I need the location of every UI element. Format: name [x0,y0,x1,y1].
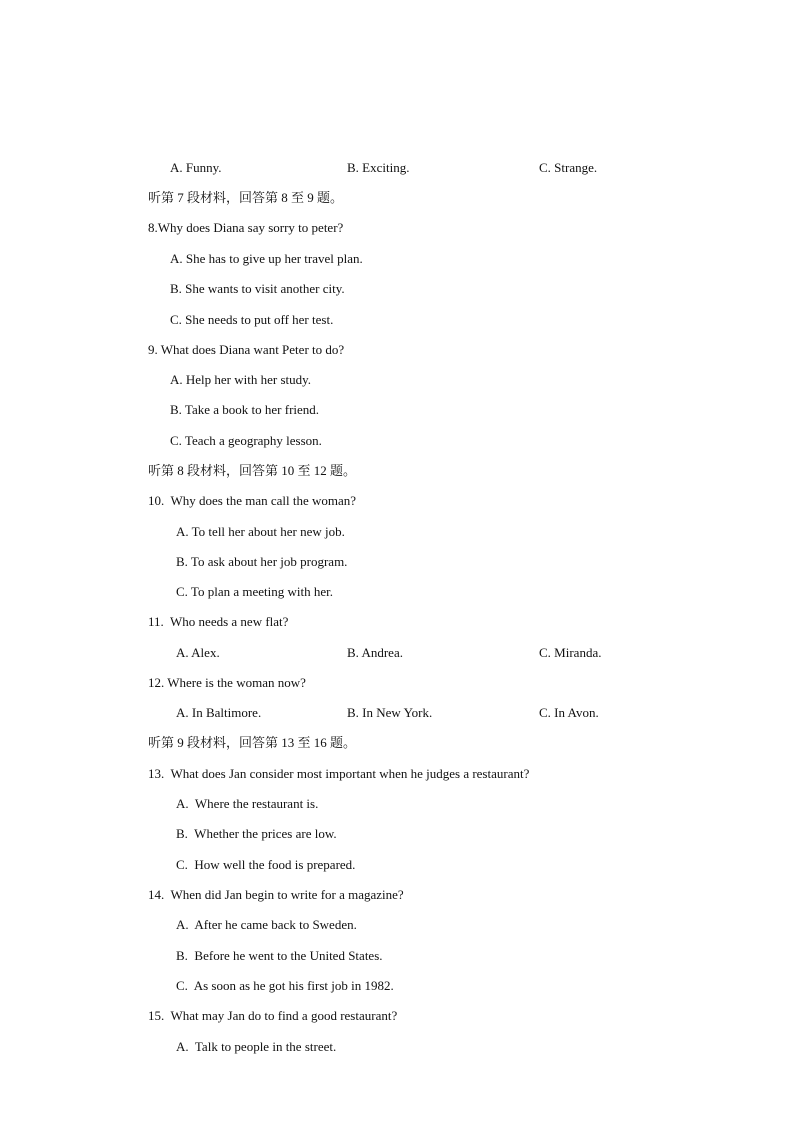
q10-option-b: B. To ask about her job program. [176,554,348,569]
q13-option-c: C. How well the food is prepared. [176,857,356,872]
q7-option-c: C. Strange. [539,160,598,175]
section8-intro: 听第 8 段材料，回答第 10 至 12 题。 [148,463,357,478]
q14-stem: 14. When did Jan begin to write for a magazine? [148,887,404,902]
q13-option-b: B. Whether the prices are low. [176,826,337,841]
section9-intro: 听第 9 段材料，回答第 13 至 16 题。 [148,735,357,750]
q8-option-b: B. She wants to visit another city. [170,281,345,296]
q8-stem: 8.Why does Diana say sorry to peter? [148,220,344,235]
q10-option-c: C. To plan a meeting with her. [176,584,333,599]
section7-intro: 听第 7 段材料，回答第 8 至 9 题。 [148,190,344,205]
q10-stem: 10. Why does the man call the woman? [148,493,357,508]
q12-stem: 12. Where is the woman now? [148,675,306,690]
q11-stem: 11. Who needs a new flat? [148,614,289,629]
q13-stem: 13. What does Jan consider most important when he judges a restaurant? [148,766,530,781]
q11-option-b: B. Andrea. [347,645,403,660]
q9-option-a: A. Help her with her study. [170,372,312,387]
q7-option-a: A. Funny. [170,160,222,175]
q10-option-a: A. To tell her about her new job. [176,524,345,539]
q12-option-a: A. In Baltimore. [176,705,262,720]
q13-option-a: A. Where the restaurant is. [176,796,319,811]
q12-option-b: B. In New York. [347,705,433,720]
q11-option-c: C. Miranda. [539,645,602,660]
q8-option-a: A. She has to give up her travel plan. [170,251,363,266]
q9-stem: 9. What does Diana want Peter to do? [148,342,345,357]
q7-option-b: B. Exciting. [347,160,410,175]
q14-option-c: C. As soon as he got his first job in 1982. [176,978,394,993]
q11-option-a: A. Alex. [176,645,220,660]
q9-option-b: B. Take a book to her friend. [170,402,320,417]
q12-option-c: C. In Avon. [539,705,599,720]
q15-option-a: A. Talk to people in the street. [176,1039,337,1054]
q15-stem: 15. What may Jan do to find a good restaurant? [148,1008,398,1023]
q14-option-a: A. After he came back to Sweden. [176,917,357,932]
q14-option-b: B. Before he went to the United States. [176,948,383,963]
q9-option-c: C. Teach a geography lesson. [170,433,322,448]
q8-option-c: C. She needs to put off her test. [170,312,334,327]
